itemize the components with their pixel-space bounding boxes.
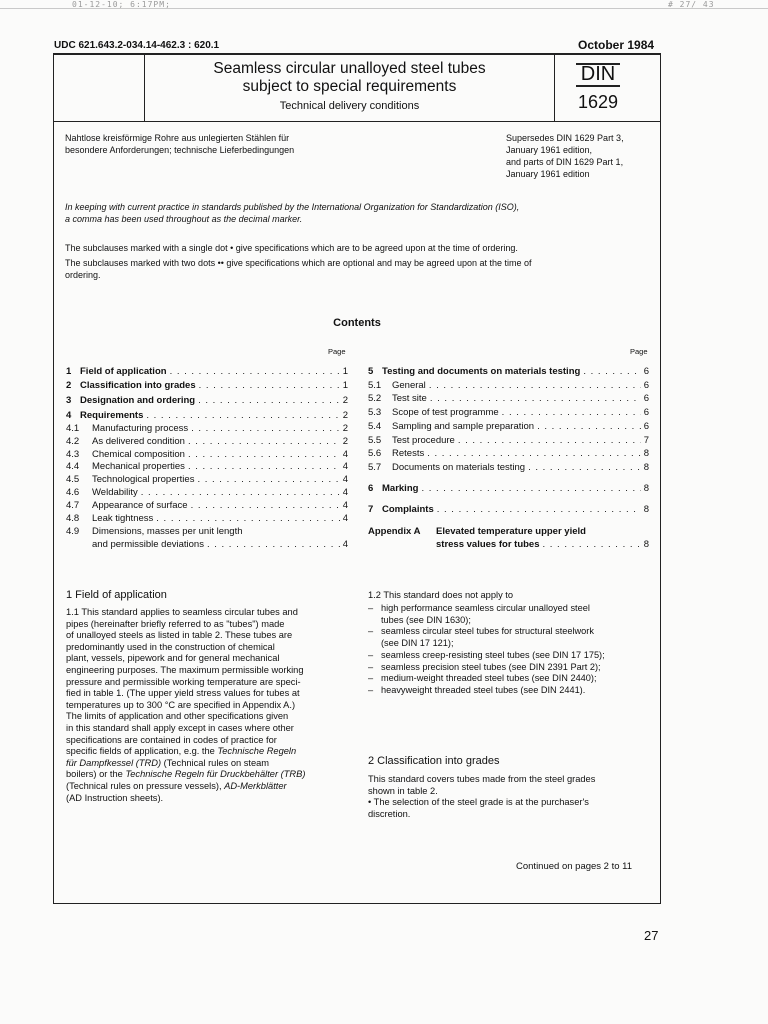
toc-num: 5.5 — [368, 435, 382, 446]
toc-num: 3 — [66, 395, 72, 406]
toc-title: Testing and documents on materials testing — [382, 366, 581, 377]
din-logo: DIN — [576, 63, 620, 87]
supersedes-line-3: and parts of DIN 1629 Part 1, — [506, 157, 624, 167]
toc-num: 4.9 — [66, 526, 80, 537]
toc-entry[interactable] — [66, 487, 348, 498]
toc-entry-continuation[interactable] — [368, 539, 649, 550]
toc-leader — [188, 461, 340, 472]
toc-title: Requirements — [80, 410, 144, 421]
text-line: engineering purposes. The maximum permissible working — [66, 664, 304, 675]
text-line: of unalloyed steels as listed in table 2. These tubes are — [66, 630, 293, 641]
title-box-divider-right — [554, 53, 555, 122]
fax-header-rule — [0, 8, 768, 9]
toc-title: and permissible deviations — [92, 539, 204, 550]
text-line: seamless creep-resisting steel tubes (see DIN 17 175); — [381, 649, 605, 660]
title-line-1: Seamless circular unalloyed steel tubes — [213, 60, 486, 77]
document-title — [145, 60, 554, 96]
toc-leader — [437, 504, 641, 515]
toc-title: As delivered condition — [92, 436, 185, 447]
toc-page: 4 — [342, 539, 348, 550]
toc-num: 4.5 — [66, 474, 80, 485]
toc-page: 6 — [643, 421, 649, 432]
toc-entry[interactable] — [368, 421, 649, 432]
section-2-heading: 2 Classification into grades — [368, 755, 500, 767]
toc-page: 4 — [342, 461, 348, 472]
toc-num: 4.1 — [66, 423, 80, 434]
double-dot-note-line-1: The subclauses marked with two dots •• give specifications which are optional and may be agreed upon at the time of — [65, 258, 532, 268]
toc-entry[interactable] — [368, 504, 649, 515]
toc-page: 6 — [643, 380, 649, 391]
toc-page: 8 — [643, 448, 649, 459]
text-line: seamless precision steel tubes (see DIN 2391 Part 2); — [381, 661, 601, 672]
text-line: seamless circular steel tubes for structural steelwork — [381, 626, 594, 637]
toc-entry[interactable] — [368, 380, 649, 391]
toc-entry[interactable] — [66, 380, 348, 391]
iso-note-line-2: a comma has been used throughout as the decimal marker. — [65, 214, 303, 224]
text-line — [66, 758, 348, 770]
toc-page: 1 — [342, 366, 348, 377]
text-span-italic: AD-Merkblätter — [224, 780, 287, 791]
list-dash: – — [368, 649, 374, 660]
text-line: fied in table 1. (The upper yield stress values for tubes at — [66, 688, 300, 699]
toc-title: Leak tightness — [92, 513, 154, 524]
list-dash: – — [368, 626, 374, 637]
text-line: • The selection of the steel grade is at the purchaser's — [368, 797, 589, 808]
section-2-text — [368, 774, 656, 820]
text-line: This standard covers tubes made from the steel grades — [368, 774, 596, 784]
double-dot-note — [65, 257, 655, 281]
toc-leader — [141, 487, 340, 498]
toc-num: Appendix A — [368, 526, 421, 537]
toc-leader — [537, 421, 641, 432]
list-item — [368, 626, 656, 649]
toc-title: Designation and ordering — [80, 395, 196, 406]
toc-entry[interactable] — [368, 407, 649, 418]
toc-page: 8 — [643, 539, 649, 550]
toc-entry[interactable] — [66, 410, 348, 421]
toc-page: 4 — [342, 487, 348, 498]
text-line: discretion. — [368, 808, 411, 819]
text-span-italic: für Dampfkessel (TRD) — [66, 757, 162, 768]
toc-num: 4.4 — [66, 461, 80, 472]
list-item — [368, 662, 656, 674]
toc-title: Scope of test programme — [392, 407, 499, 418]
toc-page: 2 — [342, 410, 348, 421]
german-title-line-1: Nahtlose kreisförmige Rohre aus unlegierten Stählen für — [65, 133, 290, 143]
toc-title: Test procedure — [392, 435, 455, 446]
toc-num: 4.2 — [66, 436, 80, 447]
toc-leader — [528, 462, 641, 473]
text-line: pipes (hereinafter briefly referred to as "tubes") made — [66, 618, 285, 629]
list-dash: – — [368, 661, 374, 672]
toc-title: Technological properties — [92, 474, 195, 485]
text-line: The limits of application and other specifications given — [66, 711, 289, 722]
toc-page: 2 — [342, 423, 348, 434]
toc-leader — [207, 539, 340, 550]
toc-num: 1 — [66, 366, 72, 377]
toc-entry[interactable] — [368, 483, 649, 494]
german-title-line-2: besondere Anforderungen; technische Lieferbedingungen — [65, 145, 295, 155]
toc-page: 7 — [643, 435, 649, 446]
text-span: (Technical rules on steam — [161, 757, 270, 768]
list-item — [368, 685, 656, 697]
toc-entry[interactable] — [66, 449, 348, 460]
text-line: (see DIN 17 121); — [381, 638, 454, 649]
toc-page: 2 — [342, 436, 348, 447]
list-dash: – — [368, 673, 374, 684]
toc-page: 8 — [643, 462, 649, 473]
contents-heading: Contents — [333, 317, 381, 329]
toc-title: Elevated temperature upper yield — [436, 526, 586, 537]
toc-leader — [188, 449, 340, 460]
toc-num: 5.3 — [368, 407, 382, 418]
toc-num: 5.4 — [368, 421, 382, 432]
toc-title: Chemical composition — [92, 449, 185, 460]
list-item — [368, 603, 656, 626]
toc-leader — [188, 436, 340, 447]
text-line: 1.1 This standard applies to seamless circular tubes and — [66, 607, 298, 617]
toc-leader — [502, 407, 641, 418]
supersedes-line-2: January 1961 edition, — [506, 145, 593, 155]
text-line: specifications are contained in codes of practice for — [66, 734, 277, 745]
din-number: 1629 — [577, 92, 619, 112]
continued-note: Continued on pages 2 to 11 — [516, 861, 633, 872]
toc-leader — [191, 423, 340, 434]
german-title — [65, 132, 365, 156]
toc-title: stress values for tubes — [436, 539, 540, 550]
supersedes-line-1: Supersedes DIN 1629 Part 3, — [506, 133, 624, 143]
toc-leader — [191, 500, 340, 511]
supersedes-note — [506, 132, 656, 180]
section-1-1-text — [66, 607, 348, 804]
toc-num: 6 — [368, 483, 374, 494]
toc-title: Sampling and sample preparation — [392, 421, 535, 432]
iso-note — [65, 201, 655, 225]
text-line: predominantly used in the construction of chemical — [66, 641, 275, 652]
text-line: pressure and permissible working temperature are speci- — [66, 676, 301, 687]
toc-leader — [421, 483, 640, 494]
toc-num: 5 — [368, 366, 374, 377]
toc-entry[interactable] — [66, 366, 348, 377]
text-span-italic: Technische Regeln für Druckbehälter (TRB) — [125, 769, 306, 780]
toc-leader — [427, 448, 640, 459]
toc-num: 7 — [368, 504, 374, 515]
toc-leader — [197, 474, 339, 485]
toc-entry[interactable] — [368, 448, 649, 459]
list-dash: – — [368, 684, 374, 695]
toc-title: Complaints — [382, 504, 434, 515]
contents-page-label-right: Page — [630, 347, 648, 356]
toc-entry[interactable] — [66, 436, 348, 447]
toc-entry-continuation[interactable] — [66, 539, 348, 550]
toc-entry-appendix[interactable] — [368, 526, 649, 537]
text-line — [66, 781, 348, 793]
iso-note-line-1: In keeping with current practice in standards published by the International Organization for Standardization (ISO), — [65, 202, 520, 212]
section-1-2-heading: 1.2 This standard does not apply to — [368, 590, 514, 600]
fax-header-right: # 27/ 43 — [668, 0, 715, 9]
toc-page: 6 — [643, 366, 649, 377]
toc-title: Documents on materials testing — [392, 462, 526, 473]
toc-num: 4.7 — [66, 500, 80, 511]
toc-num: 5.7 — [368, 462, 382, 473]
toc-leader — [430, 393, 641, 404]
text-line: (AD Instruction sheets). — [66, 792, 164, 803]
toc-num: 4 — [66, 410, 72, 421]
toc-leader — [583, 366, 640, 377]
toc-title: Manufacturing process — [92, 423, 189, 434]
toc-page: 4 — [342, 474, 348, 485]
text-line: plant, vessels, pipework and for general mechanical — [66, 653, 280, 664]
title-line-2: subject to special requirements — [242, 78, 457, 95]
text-span-italic: Technische Regeln — [217, 746, 297, 757]
text-span: (Technical rules on pressure vessels), — [66, 780, 225, 791]
section-1-heading: 1 Field of application — [66, 589, 167, 601]
toc-title: Weldability — [92, 487, 138, 498]
fax-header — [0, 0, 768, 14]
toc-leader — [199, 380, 340, 391]
toc-title: Appearance of surface — [92, 500, 188, 511]
toc-num: 5.1 — [368, 380, 382, 391]
toc-page: 6 — [643, 393, 649, 404]
toc-page: 4 — [342, 500, 348, 511]
toc-leader — [458, 435, 641, 446]
toc-num: 4.6 — [66, 487, 80, 498]
toc-leader — [429, 380, 641, 391]
text-line: tubes (see DIN 1630); — [381, 614, 471, 625]
text-line: temperatures up to 300 °C are specified in Appendix A.) — [66, 699, 296, 710]
toc-entry[interactable] — [66, 474, 348, 485]
toc-page: 8 — [643, 483, 649, 494]
toc-title: General — [392, 380, 426, 391]
toc-entry[interactable] — [368, 366, 649, 377]
supersedes-line-4: January 1961 edition — [506, 169, 590, 179]
toc-page: 4 — [342, 449, 348, 460]
toc-page: 2 — [342, 395, 348, 406]
list-item — [368, 650, 656, 662]
toc-title: Test site — [392, 393, 427, 404]
toc-num: 5.6 — [368, 448, 382, 459]
toc-leader — [156, 513, 339, 524]
list-dash: – — [368, 603, 374, 613]
toc-entry[interactable] — [66, 513, 348, 524]
document-subtitle: Technical delivery conditions — [279, 100, 420, 112]
toc-leader — [543, 539, 641, 550]
text-line: medium-weight threaded steel tubes (see DIN 2440); — [381, 673, 597, 684]
toc-title: Marking — [382, 483, 419, 494]
list-item — [368, 673, 656, 685]
page-number: 27 — [644, 928, 659, 943]
publication-date: October 1984 — [578, 38, 655, 52]
contents-page-label-left: Page — [328, 347, 346, 356]
double-dot-note-line-2: ordering. — [65, 270, 101, 280]
text-line — [66, 769, 348, 781]
toc-num: 4.8 — [66, 513, 80, 524]
toc-num: 2 — [66, 380, 72, 391]
toc-title: Classification into grades — [80, 380, 196, 391]
toc-num: 5.2 — [368, 393, 382, 404]
fax-header-left: 01-12-10; 6:17PM; — [72, 0, 171, 9]
toc-num: 4.3 — [66, 449, 80, 460]
text-line: in this standard shall apply except in cases where other — [66, 722, 294, 733]
toc-entry[interactable] — [66, 395, 348, 406]
toc-entry[interactable] — [66, 461, 348, 472]
toc-entry[interactable] — [368, 435, 649, 446]
toc-entry[interactable] — [66, 500, 348, 511]
toc-title: Mechanical properties — [92, 461, 185, 472]
text-line — [66, 746, 348, 758]
toc-page: 1 — [342, 380, 348, 391]
text-span: boilers) or the — [66, 769, 126, 780]
toc-leader — [170, 366, 340, 377]
toc-page: 4 — [342, 513, 348, 524]
single-dot-note: The subclauses marked with a single dot • give specifications which are to be agreed upon at the time of ordering. — [65, 243, 518, 253]
toc-page: 6 — [643, 407, 649, 418]
section-1-2-list — [368, 603, 656, 697]
toc-title: Dimensions, masses per unit length — [92, 526, 243, 537]
toc-title: Field of application — [80, 366, 167, 377]
toc-title: Retests — [392, 448, 425, 459]
udc-number: UDC 621.643.2-034.14-462.3 : 620.1 — [54, 40, 220, 51]
text-line: high performance seamless circular unalloyed steel — [381, 603, 590, 613]
toc-leader — [198, 395, 340, 406]
toc-entry[interactable] — [66, 526, 348, 537]
text-span: specific fields of application, e.g. the — [66, 746, 215, 757]
text-line: heavyweight threaded steel tubes (see DIN 2441). — [381, 684, 586, 695]
text-line: shown in table 2. — [368, 785, 438, 796]
toc-entry[interactable] — [368, 462, 649, 473]
toc-page: 8 — [643, 504, 649, 515]
toc-entry[interactable] — [368, 393, 649, 404]
toc-entry[interactable] — [66, 423, 348, 434]
toc-leader — [146, 410, 339, 421]
